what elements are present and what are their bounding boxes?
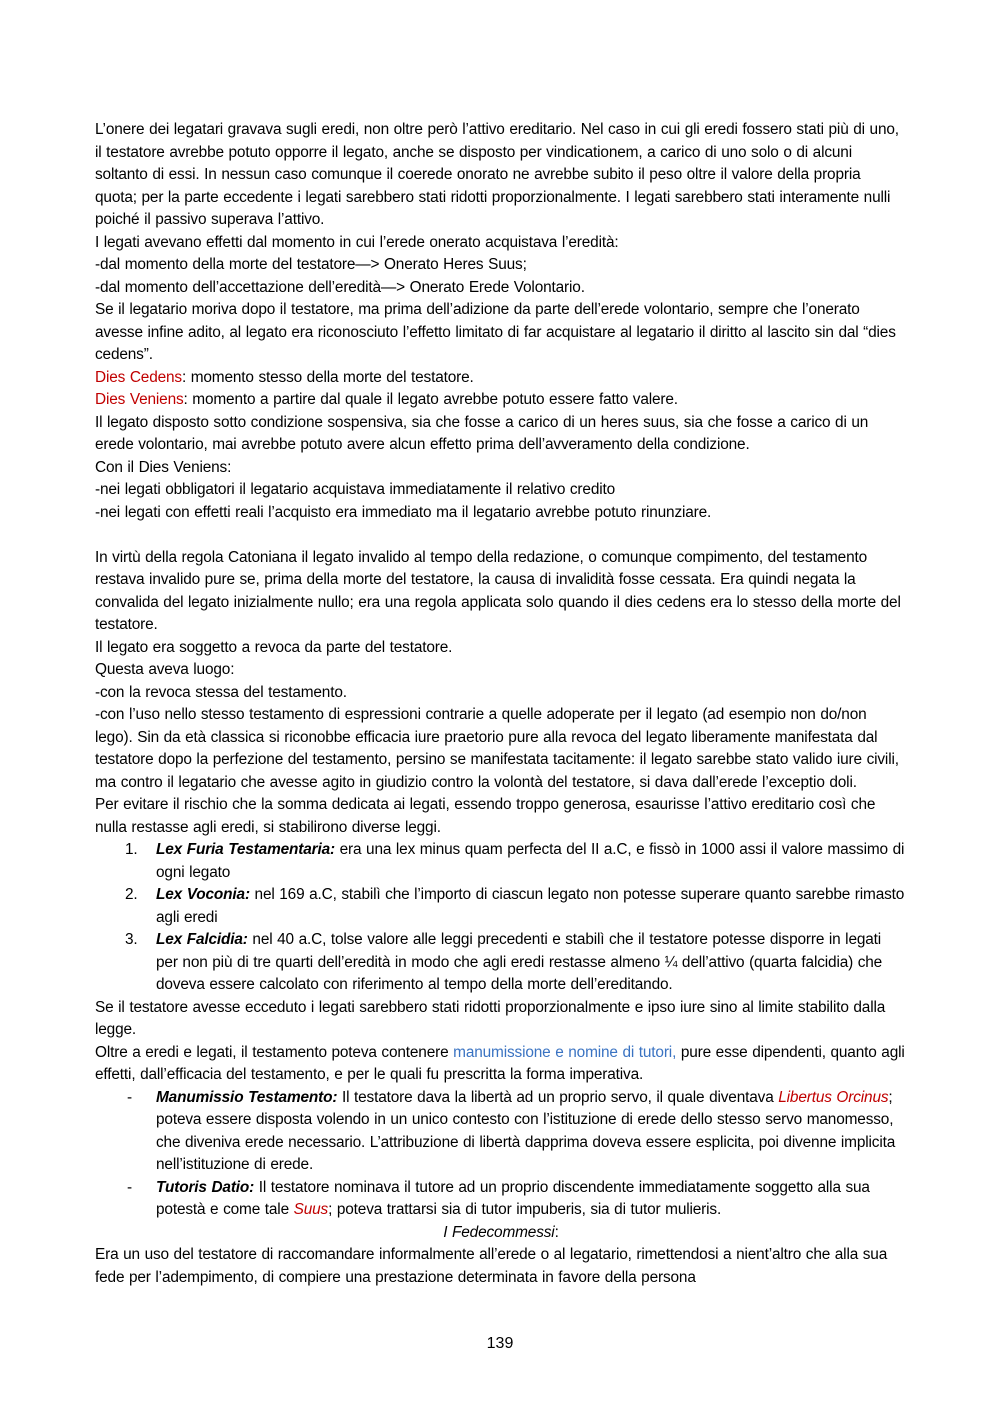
list-item bbox=[95, 1177, 907, 1222]
paragraph: Il legato era soggetto a revoca da parte del testatore. bbox=[95, 638, 453, 656]
paragraph: -dal momento della morte del testatore—> Onerato Heres Suus; bbox=[95, 256, 527, 273]
section-heading bbox=[95, 1222, 907, 1245]
paragraph: -con la revoca stessa del testamento. bbox=[95, 683, 347, 701]
law-name: Lex Falcidia: bbox=[156, 931, 248, 948]
text-before: Oltre a eredi e legati, il testamento poteva contenere bbox=[95, 1043, 454, 1061]
paragraph: L’onere dei legatari gravava sugli eredi, non oltre però l’attivo ereditario. Nel caso in cui gli eredi fossero stati più di uno, il testatore avrebbe potuto opporre il legato, anche se disposto per vindicationem, a carico di uno solo o di alcuni soltanto di essi. In nessun caso comunque il coerede onorato ne avrebbe subito il peso oltre il valore della propria quota; per la parte eccedente i legati sarebbero stati ridotti proporzionalmente. I legati sarebbero stati interamente nulli poiché il passivo superava l’attivo. bbox=[95, 121, 899, 228]
list-number: 3. bbox=[125, 931, 138, 948]
red-term: Libertus Orcinus bbox=[778, 1088, 889, 1106]
term-dies-cedens: Dies Cedens bbox=[95, 368, 182, 386]
item-name: Tutoris Datio: bbox=[156, 1178, 255, 1196]
definition-dies-veniens bbox=[95, 389, 907, 412]
page-number: 139 bbox=[486, 1335, 514, 1352]
law-text: nel 169 a.C, stabilì che l’importo di ciascun legato non potesse superare quanto sarebbe rimasto agli eredi bbox=[156, 886, 905, 926]
paragraph: Era un uso del testatore di raccomandare informalmente all’erede o al legatario, rimettendosi a nient’altro che alla sua fede per l’adempimento, di compiere una prestazione determinata in favore della persona bbox=[95, 1246, 888, 1286]
paragraph: In virtù della regola Catoniana il legato invalido al tempo della redazione, o comunque compimento, del testamento restava invalido pure se, prima della morte del testatore, la causa di invalidità fosse cessata. Era quindi negata la convalida del legato inizialmente nullo; era una regola applicata solo quando il dies cedens era lo stesso della morte del testatore. bbox=[95, 548, 901, 633]
list-number: 1. bbox=[125, 841, 138, 858]
list-dash: - bbox=[127, 1178, 132, 1196]
item-text: Il testatore dava la libertà ad un proprio servo, il quale diventava bbox=[337, 1088, 779, 1106]
item-text: Il testatore nominava il tutore ad un proprio discendente immediatamente soggetto alla sua potestà e come tale bbox=[156, 1178, 870, 1218]
list-item bbox=[95, 1087, 907, 1177]
paragraph: I legati avevano effetti dal momento in cui l’erede onerato acquistava l’eredità: bbox=[95, 233, 619, 251]
paragraph: Per evitare il rischio che la somma dedicata ai legati, essendo troppo generosa, esaurisse l’attivo ereditario così che nulla restasse agli eredi, si stabilirono diverse leggi. bbox=[95, 796, 876, 836]
list-item bbox=[95, 929, 907, 997]
paragraph: Il legato disposto sotto condizione sospensiva, sia che fosse a carico di un heres suus, sia che fosse a carico di un erede volontario, mai avrebbe potuto avere alcun effetto prima dell’avveramento della condizione. bbox=[95, 413, 869, 453]
definition-text: : momento a partire dal quale il legato avrebbe potuto essere fatto valere. bbox=[183, 391, 678, 408]
text-after: pure esse dipendenti, quanto agli effetti, dall’efficacia del testamento, e per le quali fu prescritta la forma imperativa. bbox=[95, 1043, 905, 1083]
law-text: era una lex minus quam perfecta del II a.C, e fissò in 1000 assi il valore massimo di ogni legato bbox=[156, 841, 905, 881]
page-body bbox=[95, 119, 907, 1289]
list-number: 2. bbox=[125, 886, 138, 903]
paragraph: -nei legati obbligatori il legatario acquistava immediatamente il relativo credito bbox=[95, 481, 616, 498]
paragraph: Questa aveva luogo: bbox=[95, 661, 235, 678]
item-text: ; poteva trattarsi sia di tutor impuberis, sia di tutor mulieris. bbox=[328, 1201, 722, 1218]
paragraph: -nei legati con effetti reali l’acquisto era immediato ma il legatario avrebbe potuto rinunziare. bbox=[95, 503, 712, 521]
blank-line bbox=[95, 524, 907, 547]
list-item bbox=[95, 839, 907, 884]
law-name: Lex Furia Testamentaria: bbox=[156, 841, 336, 858]
heading-title: I Fedecommessi bbox=[443, 1223, 555, 1241]
highlight-text: manumissione e nomine di tutori, bbox=[453, 1043, 677, 1061]
paragraph: -dal momento dell’accettazione dell’eredità—> Onerato Erede Volontario. bbox=[95, 278, 585, 296]
item-text: ; poteva essere disposta volendo in un unico contesto con l’istituzione di erede dello stesso servo manomesso, che diveniva erede necessario. L’attribuzione di libertà dapprima doveva essere esplicita, poi divenne implicita nell’istituzione di erede. bbox=[156, 1088, 896, 1173]
law-name: Lex Voconia: bbox=[156, 886, 250, 903]
law-text: nel 40 a.C, tolse valore alle leggi precedenti e stabilì che il testatore potesse disporre in legati per non più di tre quarti dell’eredità in modo che agli eredi restasse almeno ¼ dell’attivo (quarta falcidia) che doveva essere calcolato con riferimento al tempo della morte dell’ereditando. bbox=[156, 931, 883, 993]
term-dies-veniens: Dies Veniens bbox=[95, 391, 184, 408]
laws-list bbox=[95, 839, 907, 997]
paragraph-oltre bbox=[95, 1042, 907, 1087]
paragraph: Se il testatore avesse ecceduto i legati sarebbero stati ridotti proporzionalmente e ipso iure sino al limite stabilito dalla legge. bbox=[95, 998, 886, 1038]
definition-text: : momento stesso della morte del testatore. bbox=[181, 368, 474, 386]
dash-list bbox=[95, 1087, 907, 1222]
definition-dies-cedens bbox=[95, 367, 907, 390]
heading-colon: : bbox=[554, 1223, 559, 1241]
paragraph: -con l’uso nello stesso testamento di espressioni contrarie a quelle adoperate per il legato (ad esempio non do/non lego). Sin da età classica si riconobbe efficacia iure praetorio pure alla revoca del legato liberamente manifestata dal testatore dopo la perfezione del testamento, persino se manifestata tacitamente: il legato sarebbe stato valido iure civili, ma contro il legatario che avesse agito in giudizio contro la volontà del testatore, si dava dall’erede l’exceptio doli. bbox=[95, 706, 899, 791]
paragraph: Con il Dies Veniens: bbox=[95, 458, 232, 476]
list-item bbox=[95, 884, 907, 929]
red-term: Suus bbox=[293, 1201, 329, 1218]
paragraph: Se il legatario moriva dopo il testatore, ma prima dell’adizione da parte dell’erede volontario, sempre che l’onerato avesse infine adito, al legato era riconosciuto l’effetto limitato di far acquistare al legatario il diritto al lascito sin dal “dies cedens”. bbox=[95, 301, 896, 363]
item-name: Manumissio Testamento: bbox=[156, 1088, 338, 1106]
list-dash: - bbox=[127, 1088, 132, 1106]
